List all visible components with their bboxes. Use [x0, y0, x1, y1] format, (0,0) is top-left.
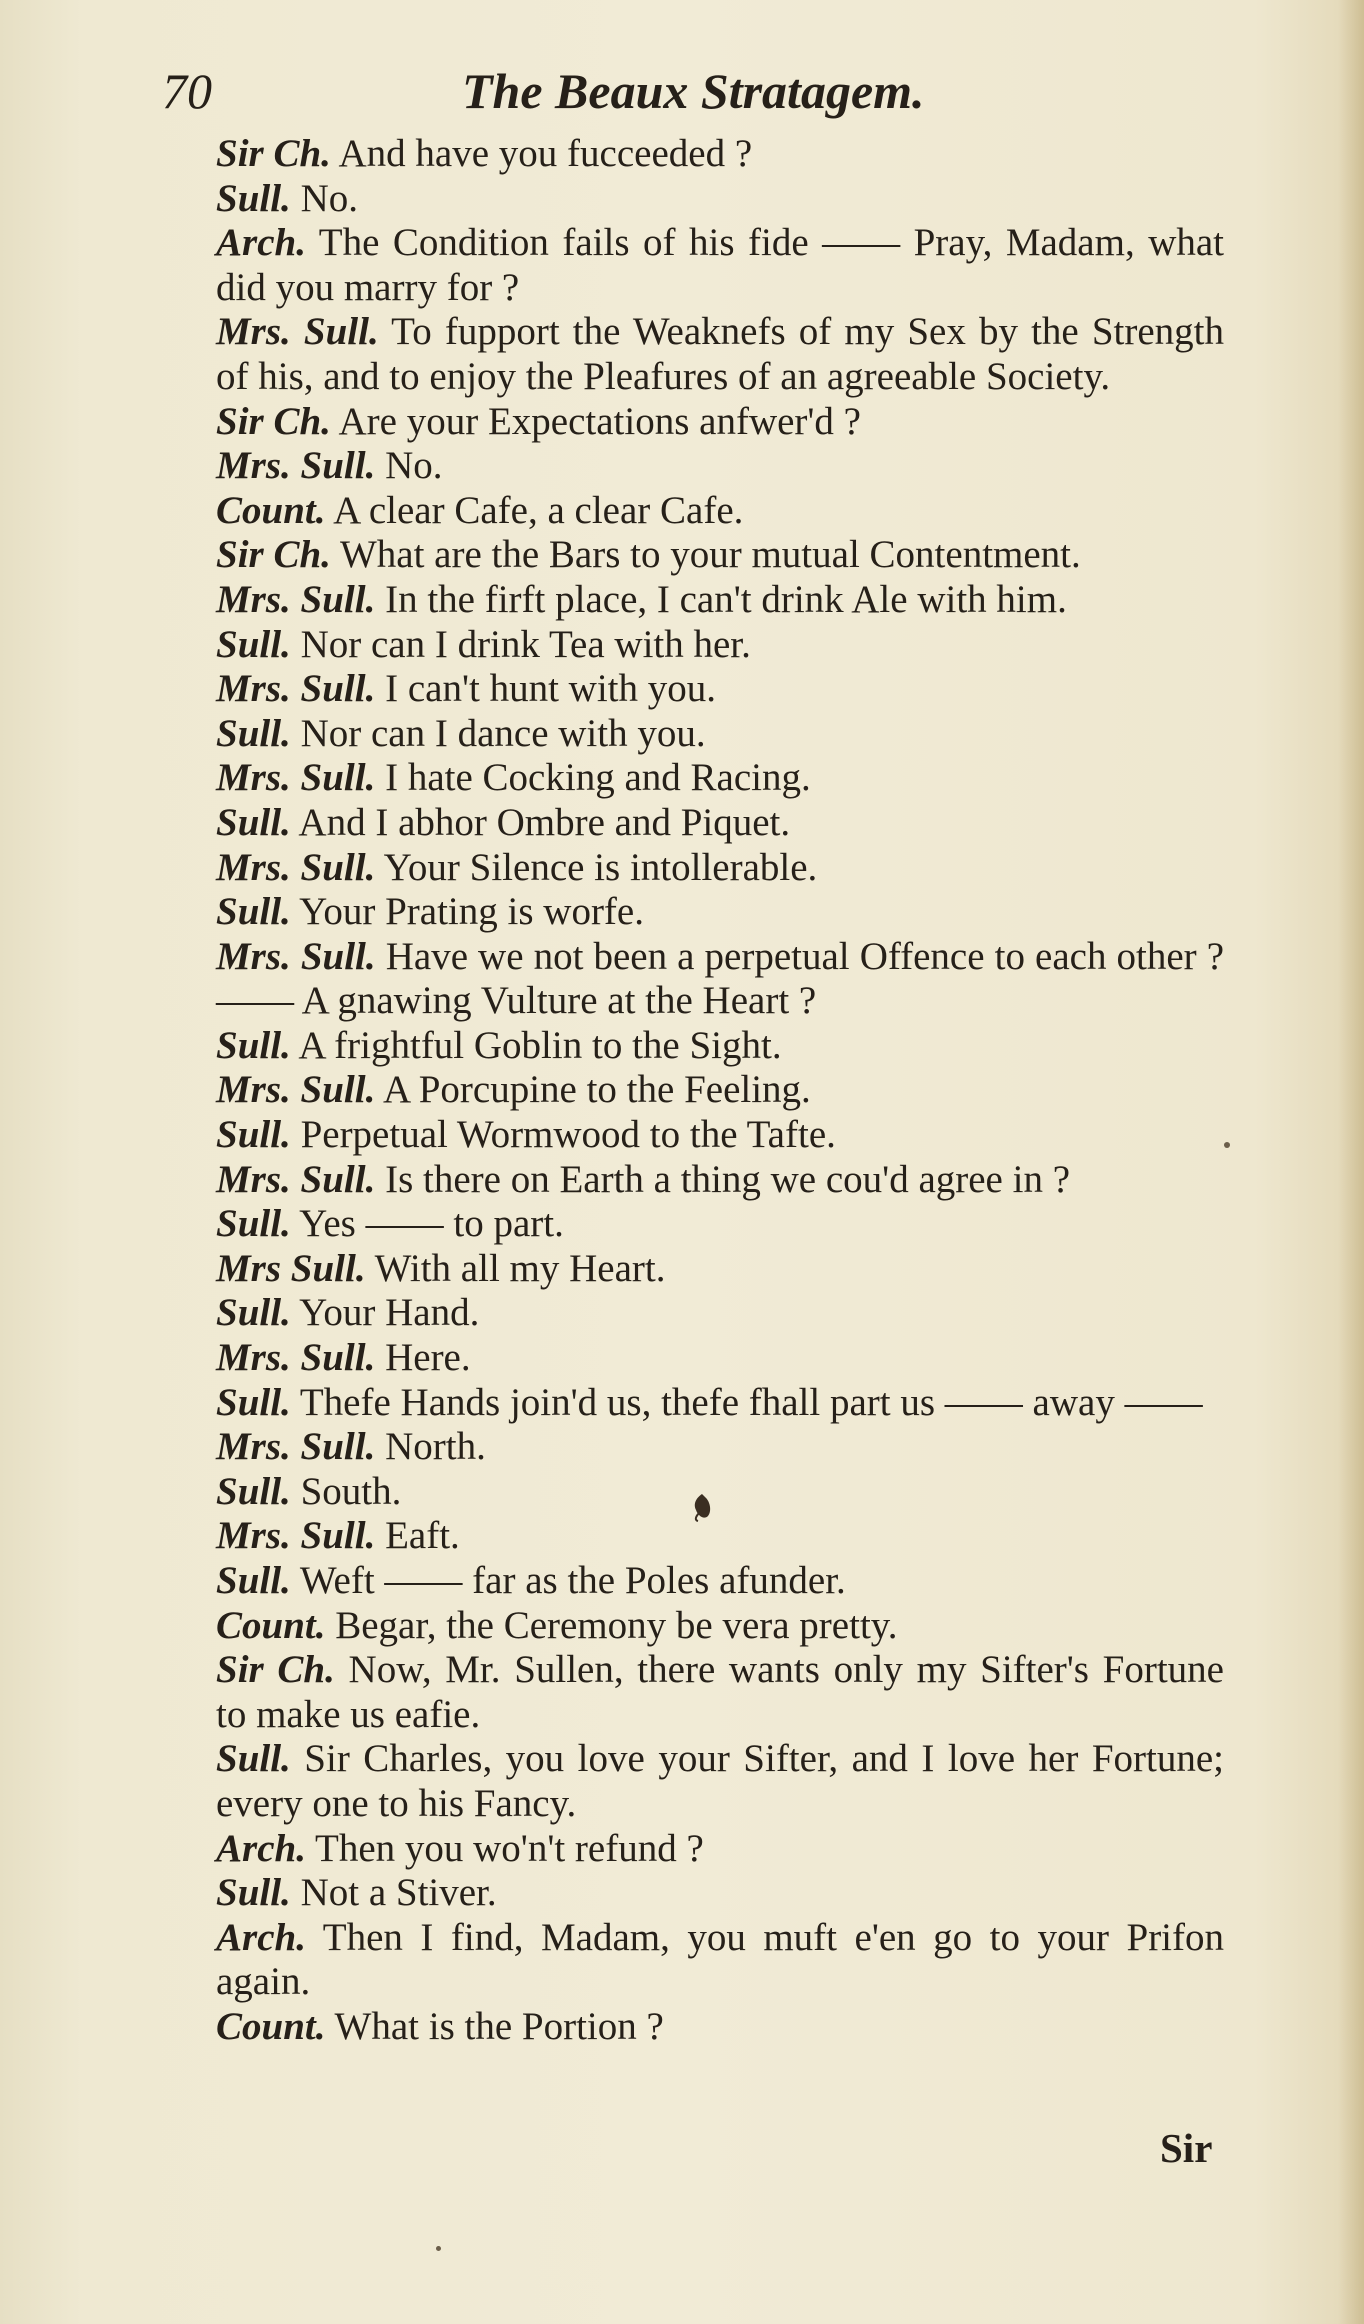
- speech-text: To fupport the Weaknefs of my Sex by the Strength of his, and to enjoy the Pleafures of an agreeable Society.: [216, 310, 1224, 398]
- dialogue-line: [216, 1737, 1224, 1826]
- dialogue-line: [216, 623, 1224, 668]
- speech-text: A Porcupine to the Feeling.: [375, 1068, 811, 1112]
- dialogue-line: [216, 667, 1224, 712]
- speaker-name: Mrs. Sull.: [216, 1425, 376, 1469]
- dialogue-line: [216, 846, 1224, 891]
- speech-text: I can't hunt with you.: [375, 667, 716, 711]
- speaker-name: Sull.: [216, 1469, 291, 1513]
- dialogue-line: [216, 1514, 1224, 1559]
- speaker-name: Count.: [216, 2004, 326, 2048]
- speaker-name: Sull.: [216, 622, 291, 666]
- speaker-name: Mrs Sull.: [216, 1246, 366, 1290]
- speech-text: A clear Cafe, a clear Cafe.: [325, 488, 744, 532]
- dialogue-line: [216, 756, 1224, 801]
- dialogue-line: [216, 400, 1224, 445]
- dialogue-line: [216, 2005, 1224, 2050]
- speech-text: A frightful Goblin to the Sight.: [290, 1023, 782, 1067]
- speaker-name: Sir Ch.: [216, 1648, 335, 1692]
- dialogue-line: [216, 1336, 1224, 1381]
- speech-text: And have you fucceeded ?: [330, 132, 753, 175]
- speech-text: Weft —— far as the Poles afunder.: [290, 1559, 846, 1602]
- dialogue-line: [216, 1470, 1224, 1515]
- dialogue-line: [216, 444, 1224, 489]
- dialogue-line: [216, 1559, 1224, 1604]
- ink-blot-ornament: [690, 1492, 714, 1522]
- dialogue-line: [216, 1425, 1224, 1470]
- speaker-name: Count.: [216, 1603, 326, 1647]
- speaker-name: Sull.: [216, 1113, 291, 1157]
- speaker-name: Sull.: [216, 890, 291, 934]
- dialogue-line: [216, 1068, 1224, 1113]
- dialogue-line: [216, 310, 1224, 399]
- page-header: [162, 56, 1262, 126]
- speech-text: Then I find, Madam, you muft e'en go to your Prifon again.: [216, 1915, 1224, 2004]
- speech-text: Nor can I drink Tea with her.: [290, 622, 751, 666]
- speech-text: Not a Stiver.: [290, 1871, 497, 1915]
- speaker-name: Arch.: [216, 221, 306, 265]
- speech-text: I hate Cocking and Racing.: [375, 756, 811, 800]
- dialogue-line: [216, 712, 1224, 757]
- ink-speck: [1224, 1142, 1230, 1148]
- speaker-name: Arch.: [216, 1915, 306, 1959]
- speech-text: Perpetual Wormwood to the Tafte.: [290, 1113, 836, 1157]
- speaker-name: Sull.: [216, 1737, 291, 1781]
- speech-text: In the firft place, I can't drink Ale with him.: [375, 577, 1067, 621]
- speech-text: Thefe Hands join'd us, thefe fhall part us —— away ——: [290, 1380, 1203, 1424]
- speaker-name: Sir Ch.: [216, 132, 331, 175]
- speaker-name: Sull.: [216, 1559, 291, 1602]
- speaker-name: Arch.: [216, 1826, 306, 1870]
- speech-text: With all my Heart.: [365, 1246, 666, 1290]
- dialogue-line: [216, 177, 1224, 222]
- dialogue-line: [216, 1381, 1224, 1426]
- speech-text: Have we not been a perpetual Offence to each other ? —— A gnawing Vulture at the Heart ?: [216, 934, 1225, 1023]
- speech-text: Eaft.: [375, 1514, 460, 1558]
- dialogue-line: [216, 1827, 1224, 1872]
- dialogue-line: [216, 801, 1224, 846]
- speech-text: Sir Charles, you love your Sifter, and I love her Fortune; every one to his Fancy.: [216, 1737, 1224, 1825]
- dialogue-line: [216, 1202, 1224, 1247]
- speaker-name: Mrs. Sull.: [216, 934, 376, 978]
- dialogue-line: [216, 890, 1224, 935]
- dialogue-line: [216, 1604, 1224, 1649]
- dialogue-line: [216, 489, 1224, 534]
- speaker-name: Count.: [216, 488, 326, 532]
- dialogue-line: [216, 1113, 1224, 1158]
- page-number: 70: [162, 63, 212, 119]
- speech-text: Begar, the Ceremony be vera pretty.: [325, 1603, 898, 1647]
- speech-text: Your Silence is intollerable.: [375, 845, 818, 889]
- speaker-name: Sull.: [216, 1291, 291, 1335]
- speaker-name: Mrs. Sull.: [216, 310, 379, 354]
- speech-text: Your Prating is worfe.: [290, 890, 644, 934]
- dialogue-line: [216, 935, 1224, 1024]
- speech-text: Your Hand.: [290, 1291, 480, 1335]
- speech-text: North.: [375, 1425, 486, 1469]
- speaker-name: Sir Ch.: [216, 399, 331, 443]
- speaker-name: Sull.: [216, 1871, 291, 1915]
- speaker-name: Mrs. Sull.: [216, 845, 376, 889]
- running-title: The Beaux Stratagem.: [462, 63, 925, 119]
- dialogue-line: [216, 1158, 1224, 1203]
- speaker-name: Sull.: [216, 176, 291, 220]
- speech-text: Then you wo'n't refund ?: [305, 1826, 704, 1870]
- speech-text: Here.: [375, 1336, 471, 1380]
- dialogue-line: [216, 1247, 1224, 1292]
- play-dialogue: [216, 132, 1224, 2050]
- speaker-name: Mrs. Sull.: [216, 577, 376, 621]
- speech-text: Now, Mr. Sullen, there wants only my Sifter's Fortune to make us eafie.: [216, 1648, 1224, 1736]
- speaker-name: Sull.: [216, 711, 291, 755]
- page-edge-shadow: [1338, 0, 1364, 2324]
- dialogue-line: [216, 221, 1224, 310]
- speech-text: The Condition fails of his fide —— Pray, Madam, what did you marry for ?: [216, 221, 1224, 309]
- dialogue-line: [216, 533, 1224, 578]
- dialogue-line: [216, 1024, 1224, 1069]
- speech-text: What are the Bars to your mutual Contentment.: [330, 533, 1081, 577]
- dialogue-line: [216, 1648, 1224, 1737]
- ink-speck: [436, 2246, 441, 2251]
- speech-text: South.: [290, 1469, 402, 1513]
- dialogue-line: [216, 1871, 1224, 1916]
- speech-text: And I abhor Ombre and Piquet.: [290, 800, 791, 844]
- speaker-name: Mrs. Sull.: [216, 444, 376, 488]
- speaker-name: Mrs. Sull.: [216, 1068, 376, 1112]
- speech-text: No.: [290, 176, 358, 220]
- dialogue-line: [216, 1916, 1224, 2005]
- speaker-name: Mrs. Sull.: [216, 1514, 376, 1558]
- speaker-name: Mrs. Sull.: [216, 756, 376, 800]
- speech-text: Yes —— to part.: [290, 1202, 564, 1246]
- speech-text: Is there on Earth a thing we cou'd agree in ?: [375, 1157, 1071, 1201]
- speaker-name: Mrs. Sull.: [216, 667, 376, 711]
- dialogue-line: [216, 578, 1224, 623]
- speech-text: Are your Expectations anfwer'd ?: [330, 399, 861, 443]
- speaker-name: Mrs. Sull.: [216, 1336, 376, 1380]
- speech-text: What is the Portion ?: [325, 2004, 664, 2048]
- speaker-name: Sull.: [216, 1023, 291, 1067]
- speaker-name: Sull.: [216, 800, 291, 844]
- speaker-name: Sir Ch.: [216, 533, 331, 577]
- speaker-name: Sull.: [216, 1202, 291, 1246]
- catchword: Sir: [1160, 2125, 1213, 2171]
- speaker-name: Sull.: [216, 1380, 291, 1424]
- speaker-name: Mrs. Sull.: [216, 1157, 376, 1201]
- dialogue-line: [216, 132, 1224, 177]
- dialogue-line: [216, 1291, 1224, 1336]
- speech-text: No.: [375, 444, 443, 488]
- speech-text: Nor can I dance with you.: [290, 711, 706, 755]
